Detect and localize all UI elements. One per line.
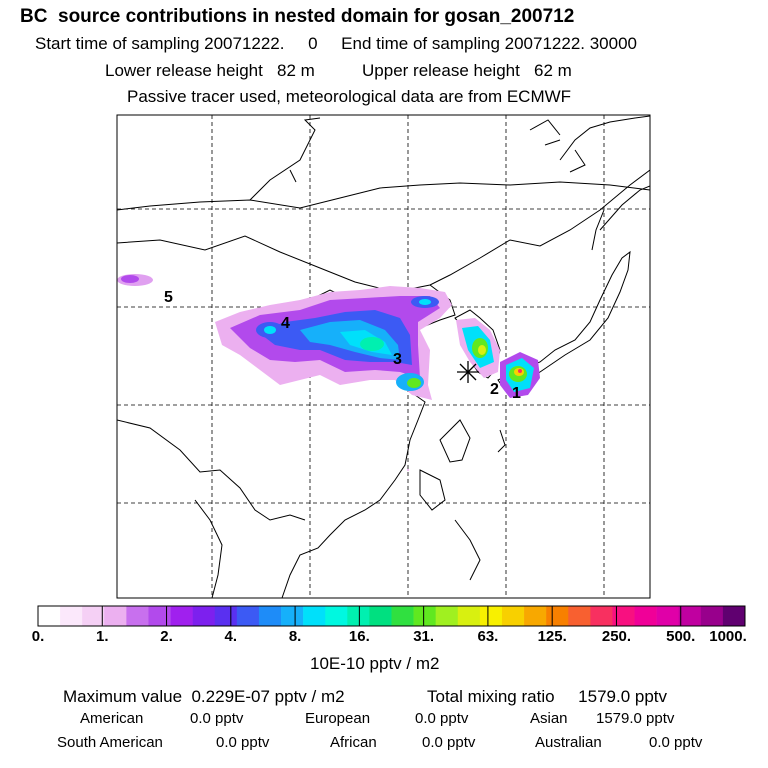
source-label-5: 5 (164, 289, 173, 306)
south-american-label: South American (57, 734, 163, 751)
colorbar-tick-label: 1000. (709, 628, 747, 645)
colorbar-cell (568, 606, 590, 626)
colorbar-unit: 10E-10 pptv / m2 (310, 654, 440, 673)
colorbar-cell (590, 606, 612, 626)
total-mixing-ratio: Total mixing ratio 1579.0 pptv (427, 687, 668, 706)
african-value: 0.0 pptv (422, 734, 476, 751)
release-heights: Lower release height 82 m Upper release height 62 m (105, 61, 572, 80)
colorbar-cell (679, 606, 701, 626)
african-label: African (330, 734, 377, 751)
south-american-value: 0.0 pptv (216, 734, 270, 751)
colorbar-cell (325, 606, 347, 626)
european-value: 0.0 pptv (415, 710, 469, 727)
colorbar-cell (126, 606, 148, 626)
european-label: European (305, 710, 371, 727)
colorbar-cell (701, 606, 723, 626)
colorbar-tick-label: 250. (601, 628, 632, 645)
colorbar-cell (281, 606, 303, 626)
colorbar-cell (303, 606, 325, 626)
colorbar-tick-label: 0. (31, 628, 45, 645)
page-title: BC source contributions in nested domain for gosan_200712 (20, 6, 575, 27)
source-label-4: 4 (281, 315, 290, 332)
tracer-note: Passive tracer used, meteorological data are from ECMWF (127, 87, 572, 106)
colorbar-cell (369, 606, 391, 626)
colorbar-tick-label: 16. (348, 628, 370, 645)
colorbar-cell (193, 606, 215, 626)
colorbar-cell (612, 606, 634, 626)
colorbar-cell (436, 606, 458, 626)
colorbar-cell (480, 606, 502, 626)
australian-value: 0.0 pptv (649, 734, 703, 751)
american-label: American (80, 710, 144, 727)
colorbar-tick-label: 63. (477, 628, 499, 645)
colorbar-cell (723, 606, 745, 626)
colorbar-cell (104, 606, 126, 626)
colorbar-tick-label: 8. (288, 628, 302, 645)
asian-value: 1579.0 pptv (596, 710, 675, 727)
colorbar-cell (259, 606, 281, 626)
australian-label: Australian (535, 734, 602, 751)
colorbar-cell (414, 606, 436, 626)
colorbar-cell (392, 606, 414, 626)
colorbar-tick-label: 1. (96, 628, 109, 645)
colorbar-cell (215, 606, 237, 626)
colorbar-cell (347, 606, 369, 626)
colorbar-tick-label: 31. (413, 628, 435, 645)
colorbar-cell (171, 606, 193, 626)
source-label-1: 1 (512, 385, 521, 402)
colorbar-cell (657, 606, 679, 626)
source-label-2: 2 (490, 381, 499, 398)
colorbar-tick-label: 4. (224, 628, 238, 645)
colorbar-tick-label: 2. (160, 628, 173, 645)
colorbar-cell (82, 606, 104, 626)
maximum-value: Maximum value 0.229E-07 pptv / m2 (63, 687, 345, 706)
colorbar-cell (237, 606, 259, 626)
colorbar-tick-label: 500. (666, 628, 696, 645)
colorbar-cell (60, 606, 82, 626)
colorbar-tick-label: 125. (537, 628, 567, 645)
colorbar-cell (635, 606, 657, 626)
colorbar-cell (502, 606, 524, 626)
colorbar-cell (148, 606, 170, 626)
sampling-times: Start time of sampling 20071222. 0 End time of sampling 20071222. 30000 (35, 34, 637, 53)
colorbar-cell (524, 606, 546, 626)
colorbar-cell (546, 606, 568, 626)
colorbar-cell (458, 606, 480, 626)
asian-label: Asian (530, 710, 568, 727)
source-label-3: 3 (393, 351, 402, 368)
colorbar-cell (38, 606, 60, 626)
american-value: 0.0 pptv (190, 710, 244, 727)
